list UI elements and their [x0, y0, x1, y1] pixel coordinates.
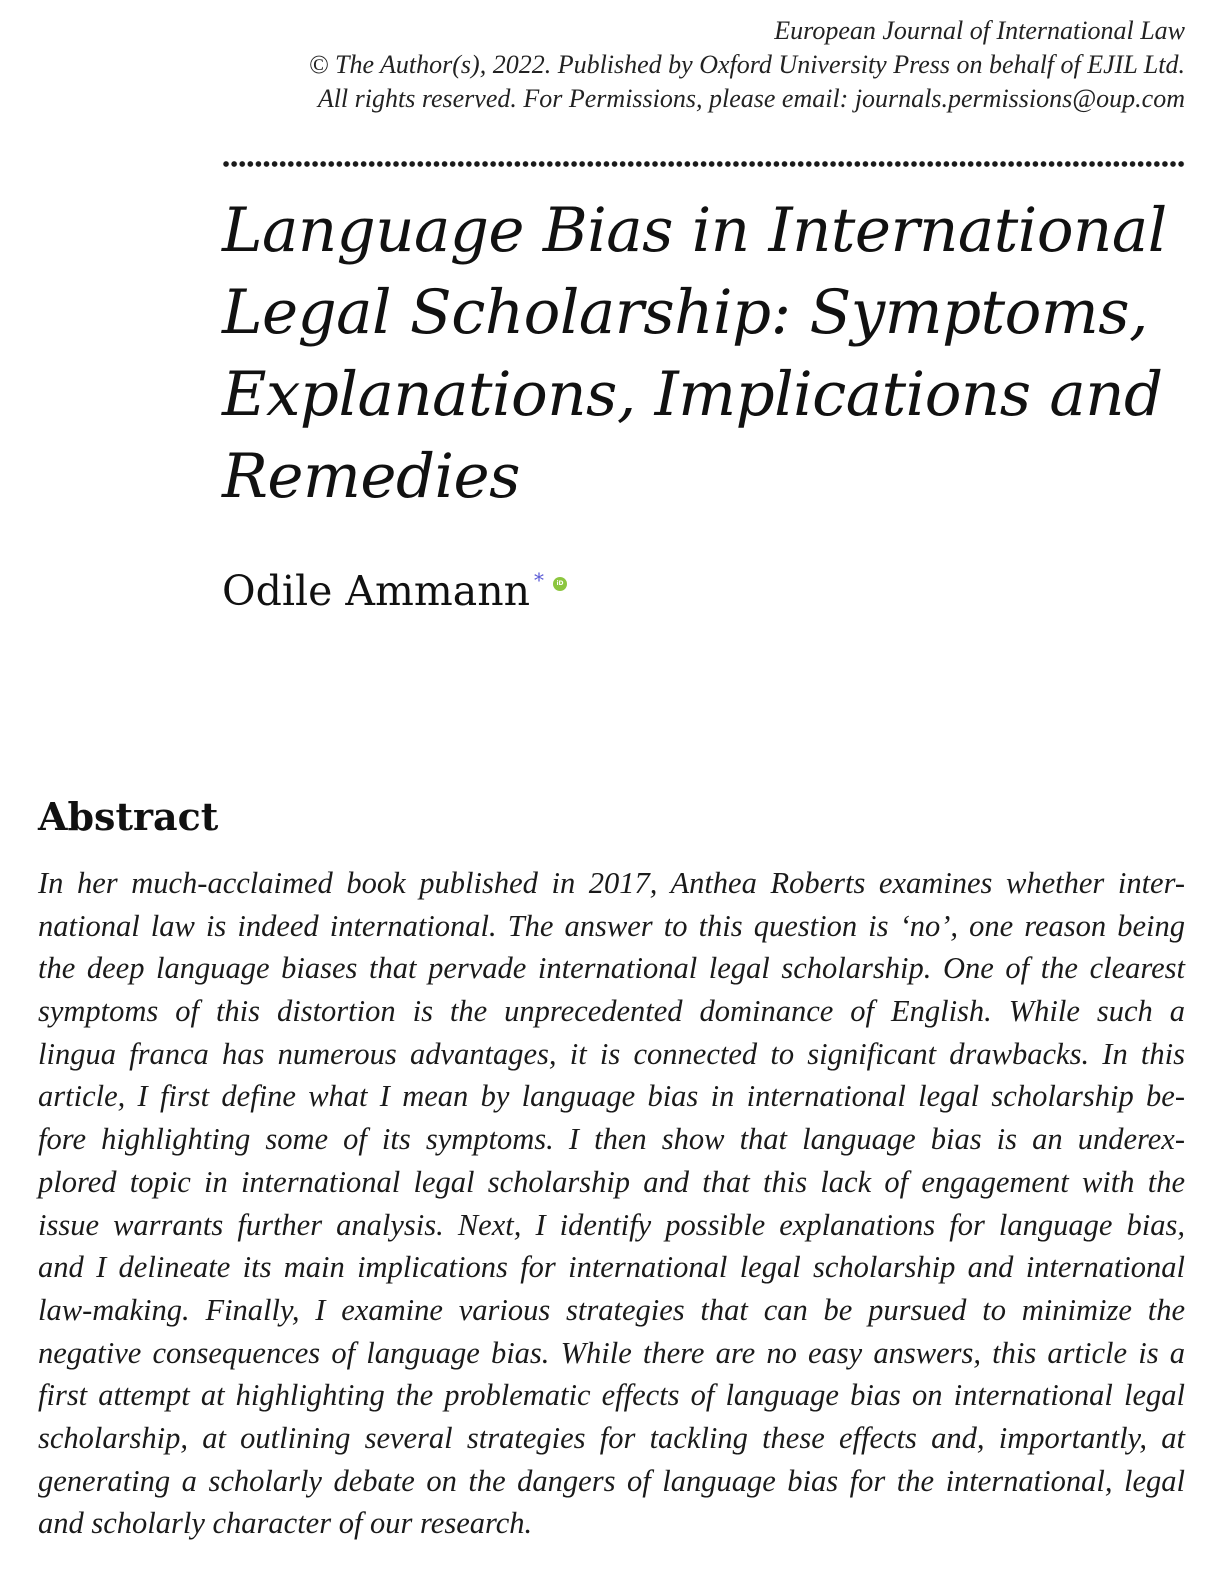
abstract-line: article, I first define what I mean by language bias in international legal scholarship be-: [38, 1079, 1185, 1114]
abstract-heading: Abstract: [38, 794, 219, 839]
orcid-icon[interactable]: [553, 577, 567, 591]
abstract-line: fore highlighting some of its symptoms. I then show that language bias is an underex-: [38, 1122, 1185, 1157]
article-title: [222, 190, 1192, 518]
permissions-line: All rights reserved. For Permissions, please email: journals.permissions@oup.com: [317, 84, 1185, 113]
journal-name: European Journal of International Law: [774, 16, 1185, 45]
title-line: Legal Scholarship: Symptoms,: [222, 277, 1148, 348]
abstract-line: issue warrants further analysis. Next, I identify possible explanations for language bias,: [38, 1207, 1185, 1242]
copyright-line: © The Author(s), 2022. Published by Oxford University Press on behalf of EJIL Ltd.: [308, 50, 1185, 79]
abstract-line: lingua franca has numerous advantages, it is connected to significant drawbacks. In this: [38, 1036, 1185, 1071]
orcid-icon-label: iD: [556, 580, 564, 587]
author-name: Odile Ammann: [222, 567, 531, 615]
journal-header: [309, 14, 1185, 116]
abstract-line: law-making. Finally, I examine various strategies that can be pursued to minimize the: [38, 1292, 1185, 1327]
abstract-line: negative consequences of language bias. While there are no easy answers, this article is a: [38, 1335, 1185, 1370]
abstract-line: and I delineate its main implications for international legal scholarship and international: [38, 1250, 1185, 1285]
abstract-line: In her much-acclaimed book published in 2017, Anthea Roberts examines whether inter-: [38, 866, 1185, 900]
abstract-line: and scholarly character of our research.: [38, 1506, 533, 1541]
abstract-line: first attempt at highlighting the problematic effects of language bias on international legal: [38, 1378, 1185, 1413]
abstract-line: national law is indeed international. The answer to this question is ‘no’, one reason being: [38, 908, 1185, 943]
author-byline: [222, 566, 567, 616]
abstract-line: the deep language biases that pervade international legal scholarship. One of the clearest: [38, 951, 1185, 986]
title-line: Explanations, Implications and: [222, 359, 1163, 430]
abstract-line: scholarship, at outlining several strategies for tackling these effects and, importantly, at: [38, 1420, 1185, 1455]
dotted-divider: [222, 160, 1185, 168]
title-line: Language Bias in International: [222, 195, 1167, 266]
abstract-line: generating a scholarly debate on the dangers of language bias for the international, legal: [38, 1463, 1185, 1498]
title-line: Remedies: [222, 441, 520, 512]
author-footnote-link[interactable]: *: [534, 568, 545, 592]
abstract-body: [38, 862, 1185, 1545]
abstract-line: symptoms of this distortion is the unprecedented dominance of English. While such a: [38, 994, 1185, 1029]
abstract-line: plored topic in international legal scholarship and that this lack of engagement with the: [38, 1164, 1185, 1199]
